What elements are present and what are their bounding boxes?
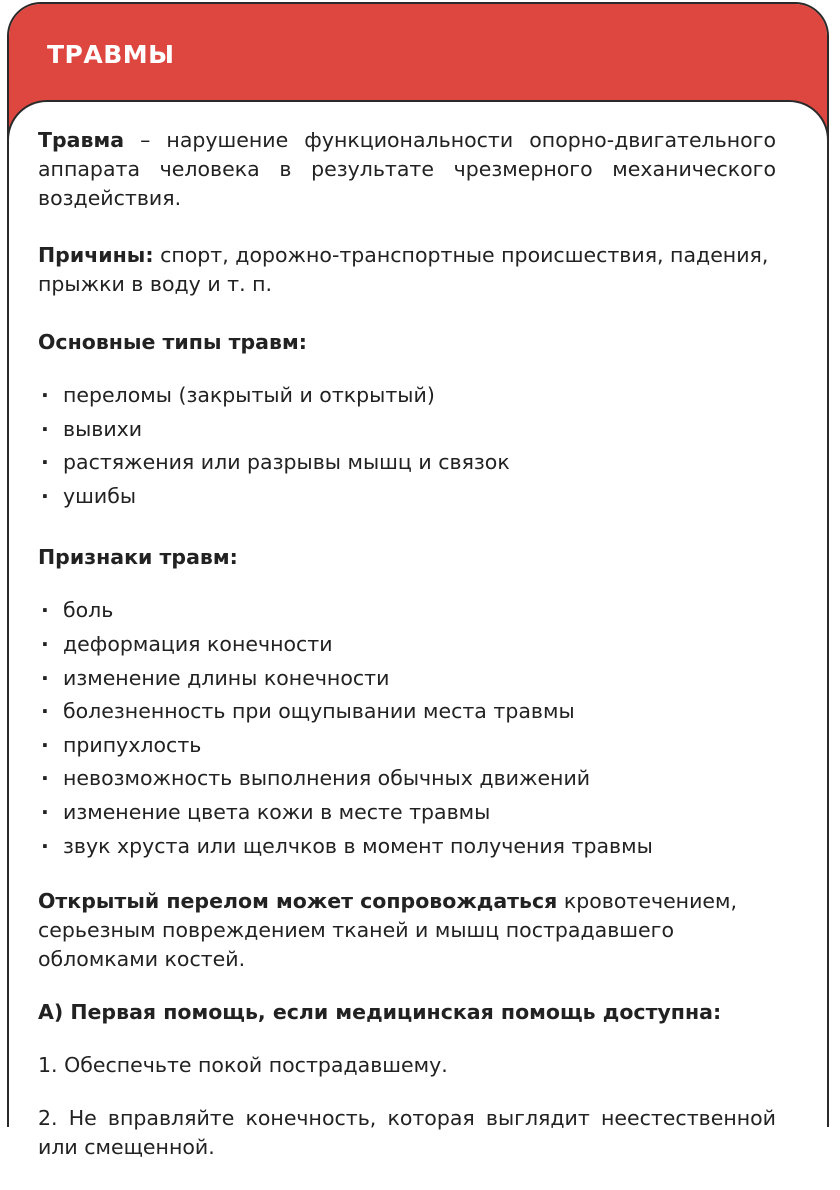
bullet-dot: · bbox=[41, 732, 49, 757]
types-item bbox=[38, 446, 776, 480]
first-aid-heading: А) Первая помощь, если медицинская помощь доступна: bbox=[38, 1000, 722, 1025]
signs-item-text: припухлость bbox=[63, 732, 202, 757]
page-title: ТРАВМЫ bbox=[47, 40, 175, 69]
signs-item bbox=[38, 830, 776, 864]
signs-item bbox=[38, 594, 776, 628]
bullet-dot: · bbox=[41, 699, 49, 724]
bullet-dot: · bbox=[41, 799, 49, 824]
bullet-dot: · bbox=[41, 665, 49, 690]
bullet-dot: · bbox=[41, 833, 49, 858]
signs-item bbox=[38, 729, 776, 763]
types-item bbox=[38, 480, 776, 514]
signs-item bbox=[38, 796, 776, 830]
bullet-dot: · bbox=[41, 450, 49, 475]
signs-list bbox=[38, 594, 776, 863]
types-item bbox=[38, 413, 776, 447]
types-item-text: переломы (закрытый и открытый) bbox=[63, 383, 435, 407]
first-aid-step-1: 1. Обеспечьте покой пострадавшему. bbox=[38, 1053, 448, 1078]
types-item-text: ушибы bbox=[63, 483, 137, 508]
definition-term: Травма bbox=[38, 128, 125, 152]
signs-item-text: изменение длины конечности bbox=[63, 665, 390, 690]
signs-item bbox=[38, 628, 776, 662]
signs-item bbox=[38, 662, 776, 696]
causes-label: Причины: bbox=[38, 243, 154, 267]
first-aid-step-2: 2. Не вправляйте конечность, которая выглядит неестественной или смещенной. bbox=[38, 1106, 776, 1160]
signs-item-text: деформация конечности bbox=[63, 631, 333, 656]
signs-item bbox=[38, 762, 776, 796]
signs-item-text: звук хруста или щелчков в момент получения травмы bbox=[63, 833, 653, 858]
signs-heading: Признаки травм: bbox=[38, 545, 238, 570]
bullet-dot: · bbox=[41, 598, 49, 623]
bullet-dot: · bbox=[41, 416, 49, 441]
signs-item-text: болезненность при ощупывании места травмы bbox=[63, 699, 575, 724]
signs-item-text: боль bbox=[63, 598, 114, 623]
bullet-dot: · bbox=[41, 631, 49, 656]
types-item-text: вывихи bbox=[63, 416, 143, 441]
signs-item-text: изменение цвета кожи в месте травмы bbox=[63, 799, 491, 824]
signs-item-text: невозможность выполнения обычных движений bbox=[63, 766, 591, 791]
content bbox=[38, 126, 776, 1162]
causes-text: спорт, дорожно-транспортные происшествия, падения, прыжки в воду и т. п. bbox=[38, 243, 769, 296]
definition-text: – нарушение функциональности опорно-двигательного аппарата человека в результате чрезмерного механического воздействия. bbox=[38, 128, 776, 210]
types-list bbox=[38, 379, 776, 513]
bullet-dot: · bbox=[41, 383, 49, 407]
types-heading: Основные типы травм: bbox=[38, 330, 307, 354]
bullet-dot: · bbox=[41, 483, 49, 508]
signs-item bbox=[38, 695, 776, 729]
open-fracture-bold: Открытый перелом может сопровождаться bbox=[38, 889, 558, 914]
open-fracture-text: кровотечением, серьезным повреждением тканей и мышц пострадавшего обломками костей. bbox=[38, 889, 738, 972]
bullet-dot: · bbox=[41, 766, 49, 791]
types-item bbox=[38, 379, 776, 413]
causes-paragraph bbox=[38, 241, 776, 299]
definition-paragraph bbox=[38, 126, 776, 213]
open-fracture-paragraph bbox=[38, 887, 776, 974]
types-item-text: растяжения или разрывы мышц и связок bbox=[63, 450, 510, 475]
